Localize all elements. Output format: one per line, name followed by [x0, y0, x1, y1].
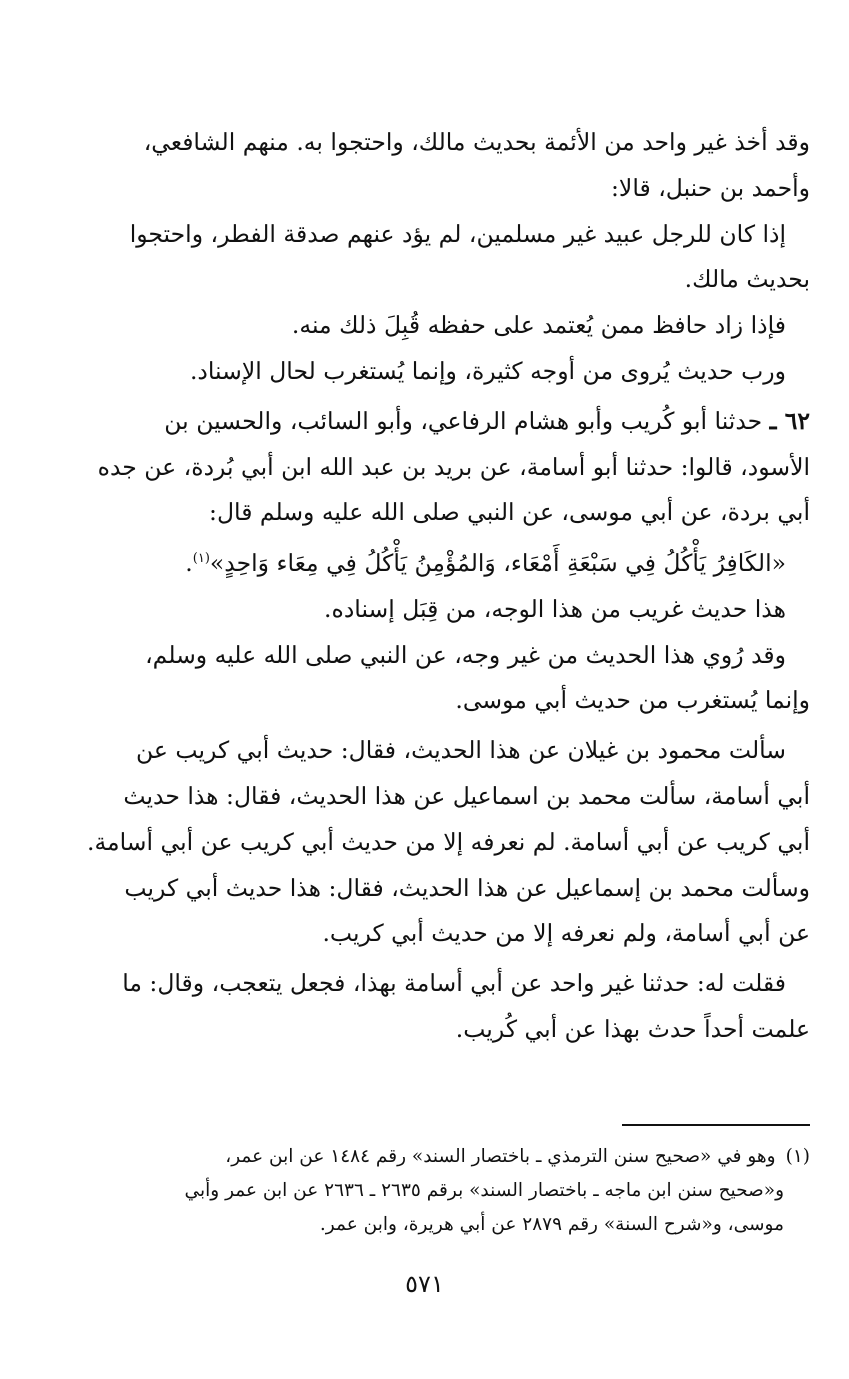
hadith-62-line	[60, 399, 810, 445]
page-number: ٥٧١	[405, 1270, 444, 1298]
footnote-line: و«صحيح سنن ابن ماجه ـ باختصار السند» برقم ٢٦٣٥ ـ ٢٦٣٦ عن ابن عمر وأبي	[184, 1180, 784, 1201]
footnote-marker[interactable]: (١)	[192, 551, 210, 567]
text-line: علمت أحداً حدث بهذا عن أبي كُريب.	[455, 1014, 810, 1043]
text-line: فإذا زاد حافظ ممن يُعتمد على حفظه قُبِلَ ذلك منه.	[291, 311, 786, 340]
main-text	[60, 120, 810, 1053]
hadith-number: ٦٢ ـ	[769, 406, 810, 435]
text-line: أبي كريب عن أبي أسامة. لم نعرفه إلا من حديث أبي كريب عن أبي أسامة.	[86, 827, 810, 856]
footnote-divider	[622, 1124, 810, 1126]
footnote-label: (١)	[785, 1146, 810, 1167]
hadith-text-line	[60, 536, 810, 587]
footnote-line: موسى، و«شرح السنة» رقم ٢٨٧٩ عن أبي هريرة، وابن عمر.	[319, 1214, 784, 1235]
text-line: هذا حديث غريب من هذا الوجه، من قِبَل إسناده.	[324, 594, 786, 623]
hadith-end: .	[185, 549, 193, 577]
text-line: عن أبي أسامة، ولم نعرفه إلا من حديث أبي كريب.	[322, 919, 810, 948]
text-line: وقد أخذ غير واحد من الأئمة بحديث مالك، واحتجوا به. منهم الشافعي،	[143, 128, 810, 156]
text-line: وأحمد بن حنبل، قالا:	[611, 173, 810, 202]
text-line: وسألت محمد بن إسماعيل عن هذا الحديث، فقال: هذا حديث أبي كريب	[124, 873, 810, 902]
text-line: سألت محمود بن غيلان عن هذا الحديث، فقال: حديث أبي كريب عن	[136, 736, 786, 765]
footnotes	[60, 1140, 810, 1242]
text-line: بحديث مالك.	[684, 265, 810, 294]
text-line: حدثنا أبو كُريب وأبو هشام الرفاعي، وأبو السائب، والحسين بن	[164, 406, 763, 435]
text-line: أبي أسامة، سألت محمد بن اسماعيل عن هذا الحديث، فقال: هذا حديث	[123, 781, 810, 810]
footnote-text: وهو في «صحيح سنن الترمذي ـ باختصار السند» رقم ١٤٨٤ عن ابن عمر،	[225, 1146, 776, 1167]
text-line: إذا كان للرجل عبيد غير مسلمين، لم يؤد عنهم صدقة الفطر، واحتجوا	[129, 219, 786, 248]
text-line: الأسود، قالوا: حدثنا أبو أسامة، عن بريد بن عبد الله ابن أبي بُردة، عن جده	[97, 452, 810, 481]
text-line: وقد رُوي هذا الحديث من غير وجه، عن النبي صلى الله عليه وسلم،	[145, 640, 786, 669]
hadith-text: «الكَافِرُ يَأْكُلُ فِي سَبْعَةِ أَمْعَاء، وَالمُؤْمِنُ يَأْكُلُ فِي مِعَاء وَاحِدٍ»	[209, 549, 786, 577]
footnote-line	[60, 1140, 810, 1174]
text-line: ورب حديث يُروى من أوجه كثيرة، وإنما يُستغرب لحال الإسناد.	[189, 356, 786, 385]
text-line: أبي بردة، عن أبي موسى، عن النبي صلى الله عليه وسلم قال:	[209, 498, 810, 527]
text-line: وإنما يُستغرب من حديث أبي موسى.	[455, 686, 810, 715]
text-line: فقلت له: حدثنا غير واحد عن أبي أسامة بهذا، فجعل يتعجب، وقال: ما	[122, 969, 786, 998]
